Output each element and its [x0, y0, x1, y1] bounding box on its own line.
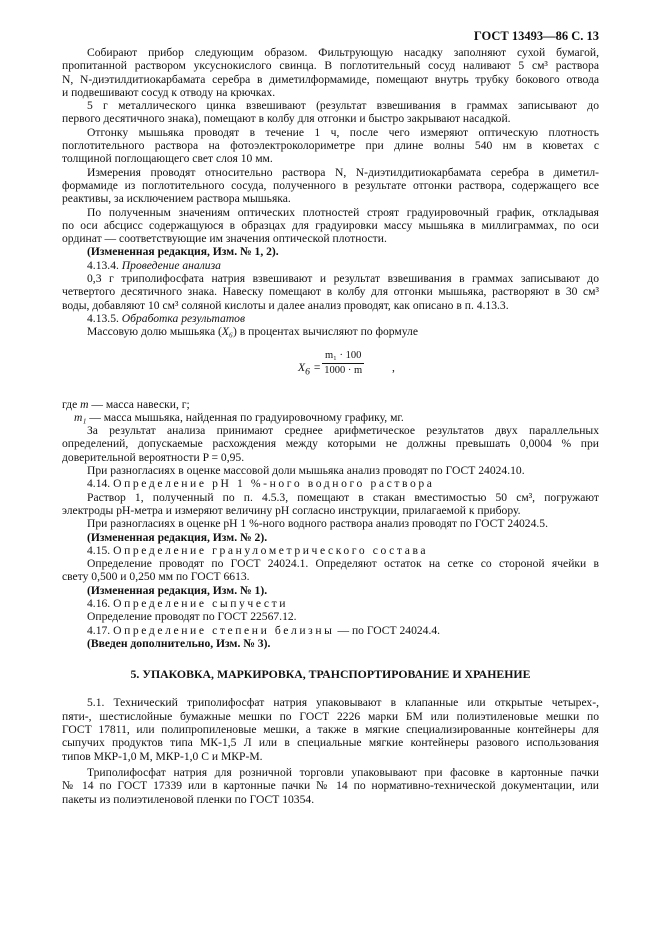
text-segment: X₆ — [221, 325, 234, 339]
text-line: При разногласиях в оценке pH 1 %-ного водного раствора анализ проводят по ГОСТ 24024.5. — [87, 517, 548, 531]
paragraph — [62, 259, 599, 272]
paragraph — [62, 99, 599, 126]
paragraph — [62, 312, 599, 325]
text-line: Измерения проводят относительно раствора N, N-диэтилдитиокарбамата серебра в диметил- — [87, 165, 599, 179]
text-segment: Проведение анализа — [121, 258, 221, 272]
paragraph — [62, 464, 599, 477]
text-line: пакеты из полиэтиленовой пленки по ГОСТ 10354. — [62, 792, 315, 806]
page-header: ГОСТ 13493—86 С. 13 — [473, 29, 599, 43]
spaced-heading: Определение степени белизны — [113, 623, 335, 637]
paragraph — [62, 491, 599, 518]
paragraph — [62, 46, 599, 99]
paragraph — [62, 624, 599, 637]
text-segment: 4.17. — [87, 623, 114, 637]
formula-comma: , — [392, 360, 395, 374]
text-line: Собирают прибор следующим образом. Фильтрующую насадку заполняют сухой бумагой, — [87, 46, 599, 59]
paragraph — [62, 597, 599, 610]
text-line: Триполифосфат натрия для розничной торговли упаковывают при фасовке в картонные пачки — [87, 765, 599, 779]
document-body — [62, 46, 599, 806]
text-line: Определение проводят по ГОСТ 22567.12. — [87, 610, 297, 624]
text-segment: 4.13.5. — [87, 311, 122, 325]
spaced-heading: Определение pH 1 %-ного водного раствора — [113, 477, 435, 491]
text-line — [62, 544, 599, 557]
paragraph — [62, 584, 599, 597]
paragraph — [62, 325, 599, 338]
text-line — [62, 411, 599, 424]
text-line — [62, 312, 599, 325]
text-segment: — масса навески, г; — [88, 397, 190, 411]
paragraph — [62, 206, 599, 246]
paragraph — [62, 424, 599, 464]
text-line: ординат — соответствующие им значения оптической плотности. — [62, 232, 387, 246]
formula-block — [62, 345, 599, 391]
text-line: определений, допускаемые расхождения между которыми не должны превышать 0,0004 % при — [62, 437, 599, 451]
formula-variable: X — [298, 360, 306, 374]
paragraph — [62, 696, 599, 762]
amendment-note: (Измененная редакция, Изм. № 1, 2). — [87, 245, 279, 259]
text-segment: ) в процентах вычисляют по формуле — [233, 325, 418, 339]
paragraph — [62, 126, 599, 166]
text-line — [62, 477, 599, 490]
paragraph — [62, 610, 599, 623]
text-line: Определение проводят по ГОСТ 24024.1. Определяют остаток на сетке со стороной ячейки в — [87, 557, 599, 571]
text-line — [62, 325, 599, 338]
text-line: ГОСТ 17811, или полипропиленовые мешки, а также в мягкие специализированные контейнеры для — [62, 723, 599, 737]
text-segment: Массовую долю мышьяка ( — [87, 325, 222, 339]
amendment-note: (Введен дополнительно, Изм. № 3). — [87, 636, 271, 650]
text-line: 5 г металлического цинка взвешивают (результат взвешивания в граммах записывают до — [87, 99, 599, 113]
text-segment: 4.15. — [87, 543, 114, 557]
paragraph — [62, 245, 599, 258]
text-line: За результат анализа принимают среднее арифметическое результатов двух параллельных — [87, 424, 599, 438]
text-segment: — по ГОСТ 24024.4. — [334, 623, 441, 637]
text-line: формамиде из поглотительного сосуда, полученного в результате отгонки раствора, содержащего все — [62, 178, 599, 192]
text-segment: 4.14. — [87, 477, 114, 491]
formula-fraction — [322, 349, 364, 378]
amendment-note: (Измененная редакция, Изм. № 1). — [87, 583, 268, 597]
paragraph — [62, 166, 599, 206]
paragraph — [62, 517, 599, 530]
text-segment: m₁ — [74, 410, 87, 424]
text-line: пяти-, шестислойные бумажные мешки по ГОСТ 2226 марки БМ или полиэтиленовые мешки по — [62, 709, 599, 723]
section-heading: 5. УПАКОВКА, МАРКИРОВКА, ТРАНСПОРТИРОВАНИЕ И ХРАНЕНИЕ — [130, 667, 531, 682]
text-line: пропитанной раствором уксуснокислого свинца. В поглотительный сосуд наливают 5 см³ раствора — [62, 59, 599, 73]
paragraph — [62, 544, 599, 557]
text-line: электроды pH-метра и измеряют величину pH согласно инструкции, прилагаемой к прибору. — [62, 503, 521, 517]
text-line: Отгонку мышьяка проводят в течение 1 ч, после чего измеряют оптическую плотность — [87, 125, 599, 139]
text-line: При разногласиях в оценке массовой доли мышьяка анализ проводят по ГОСТ 24024.10. — [87, 464, 525, 478]
text-line: по оси абсцисс содержащуюся в образцах для градуировки массу мышьяка в миллиграммах, по оси — [62, 218, 599, 232]
text-line — [62, 398, 599, 411]
text-line: № 14 по ГОСТ 17339 или в картонные пачки № 14 по нормативно-технической документации, или — [62, 779, 599, 793]
text-line: свету 0,500 и 0,250 мм по ГОСТ 6613. — [62, 570, 250, 584]
text-line: и подвешивают сосуд к отводу на крючках. — [62, 85, 276, 99]
formula-subscript: 6 — [305, 365, 310, 377]
paragraph — [62, 411, 599, 424]
formula-numerator: m₁ · 100 — [322, 349, 364, 364]
text-line — [62, 597, 599, 610]
text-segment: 4.13.4. — [87, 258, 122, 272]
text-line: поглотительного раствора на фотоэлектроколориметре при длине волны 540 нм в кюветах с — [62, 139, 599, 153]
formula-denominator: 1000 · m — [324, 364, 363, 376]
text-segment: m — [80, 397, 89, 411]
paragraph — [62, 637, 599, 650]
amendment-note: (Измененная редакция, Изм. № 2). — [87, 530, 268, 544]
text-line: По полученным значениям оптических плотностей строят градуировочный график, откладывая — [87, 205, 599, 219]
formula-lhs — [298, 361, 320, 379]
text-line: 5.1. Технический триполифосфат натрия упаковывают в клапанные или открытые четырех-, — [87, 696, 599, 710]
text-line: N, N-диэтилдитиокарбамата серебра в диметилформамиде, помещают внутрь трубку бокового отвода — [62, 72, 599, 86]
paragraph — [62, 557, 599, 584]
spaced-heading: Определение гранулометрического состава — [113, 543, 429, 557]
text-line: Раствор 1, полученный по п. 4.5.3, помещают в стакан вместимостью 50 см³, погружают — [87, 490, 599, 504]
paragraph — [62, 531, 599, 544]
text-line: воды, добавляют 10 см³ соляной кислоты и далее анализ проводят, как описано в п. 4.13.3. — [62, 298, 509, 312]
text-line: реактивы, за исключением раствора мышьяка. — [62, 192, 291, 206]
text-segment: 4.16. — [87, 596, 114, 610]
text-line: толщиной поглощающего свет слоя 10 мм. — [62, 152, 273, 166]
spaced-heading: Определение сыпучести — [113, 596, 289, 610]
text-line: сыпучих продуктов типа МК-1,5 Л или в специальные мягкие контейнеры разового использования — [62, 736, 599, 750]
text-segment: Обработка результатов — [121, 311, 246, 325]
text-line: четвертого десятичного знака. Навеску помещают в колбу для отгонки мышьяка, растворяют в 30 см³ — [62, 285, 599, 299]
text-line: первого десятичного знака), помещают в колбу для отгонки и быстро закрывают насадкой. — [62, 112, 511, 126]
formula-equals: = — [313, 360, 321, 374]
text-segment: где — [62, 397, 81, 411]
paragraph — [62, 398, 599, 411]
paragraph — [62, 272, 599, 312]
paragraph — [62, 477, 599, 490]
paragraph — [62, 766, 599, 806]
text-line — [62, 624, 599, 637]
text-line: доверительной вероятности P = 0,95. — [62, 450, 245, 464]
text-line — [62, 259, 599, 272]
text-line: типов МКР-1,0 М, МКР-1,0 С и МКР-М. — [62, 749, 263, 763]
text-segment: — масса мышьяка, найденная по градуировочному графику, мг. — [86, 410, 404, 424]
text-line: 0,3 г триполифосфата натрия взвешивают и результат взвешивания в граммах записывают до — [87, 272, 599, 286]
